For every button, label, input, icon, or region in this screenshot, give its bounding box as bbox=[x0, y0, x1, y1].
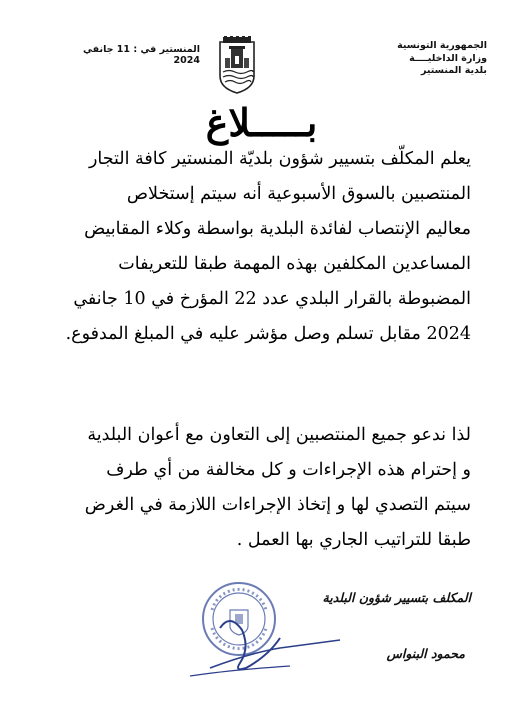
signatory-name: محمود البنواس bbox=[386, 646, 465, 661]
municipality-label: بلدية المنستير bbox=[421, 65, 487, 76]
signatory-title: المكلف بتسيير شؤون البلدية bbox=[322, 590, 471, 605]
paragraph-line: 2024 مقابل تسلم وصل مؤشر عليه في المبلغ المدفوع. bbox=[65, 324, 471, 344]
notice-paragraph-2 bbox=[51, 418, 471, 558]
letterhead bbox=[337, 40, 487, 78]
paragraph-line: المضبوطة بالقرار البلدي عدد 22 المؤرخ في 10 جانفي bbox=[73, 289, 471, 309]
paragraph-line: طبقا للتراتيب الجاري بها العمل . bbox=[236, 530, 471, 550]
date-line: المنستير في : 11 جانفي 2024 bbox=[83, 44, 200, 66]
paragraph-line: يعلم المكلّف بتسيير شؤون بلديّة المنستير كافة التجار bbox=[88, 149, 471, 169]
paragraph-line: معاليم الإنتصاب لفائدة البلدية بواسطة وكلاء المقابيض bbox=[84, 219, 471, 239]
ministry-label: وزارة الداخليــــة bbox=[409, 52, 487, 64]
notice-title: بـــــلاغ bbox=[205, 100, 318, 145]
paragraph-line: سيتم التصدي لها و إتخاذ الإجراءات اللازمة في الغرض bbox=[84, 495, 471, 515]
republic-label: الجمهورية التونسية bbox=[397, 40, 487, 51]
paragraph-line: لذا ندعو جميع المنتصبين إلى التعاون مع أعوان البلدية bbox=[87, 425, 471, 445]
notice-paragraph-1 bbox=[51, 142, 471, 352]
paragraph-line: المساعدين المكلفين بهذه المهمة طبقا للتعريفات bbox=[118, 254, 471, 274]
paragraph-line: المنتصبين بالسوق الأسبوعية أنه سيتم إستخلاص bbox=[126, 184, 471, 204]
municipality-emblem bbox=[217, 36, 257, 94]
handwritten-signature bbox=[150, 608, 360, 688]
paragraph-line: و إحترام هذه الإجراءات و كل مخالفة من أي طرف bbox=[106, 460, 471, 480]
